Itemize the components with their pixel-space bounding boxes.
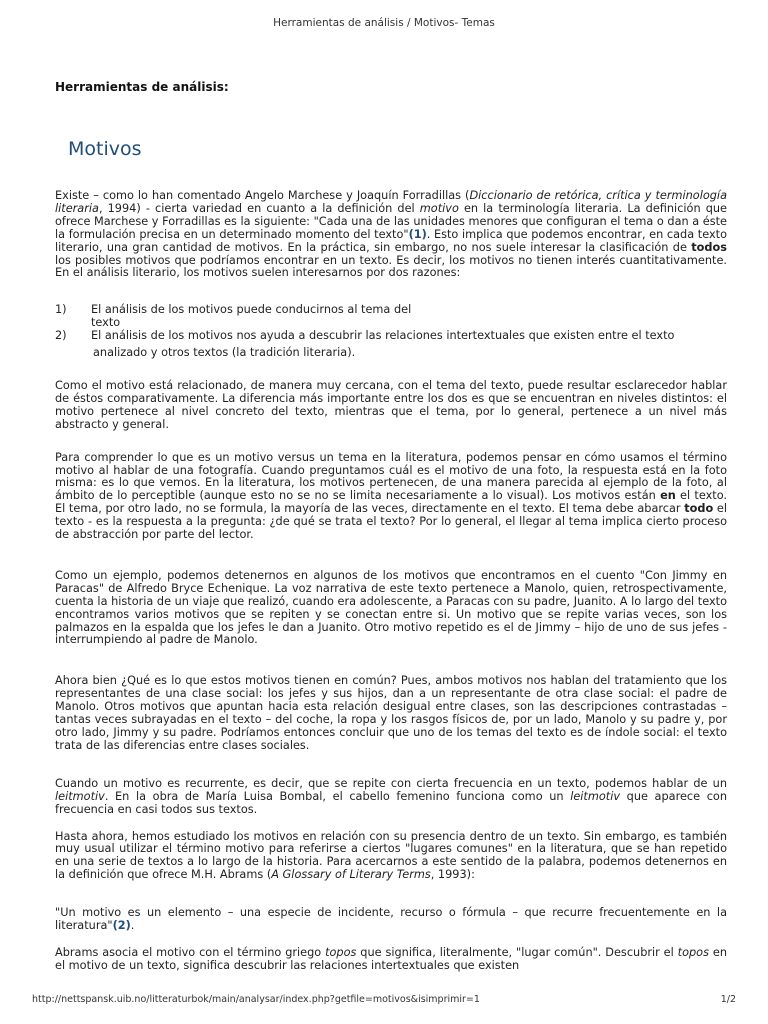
list-number: 2) (55, 329, 67, 343)
text-run: , 1993): (430, 868, 475, 882)
text-run: el texto. El tema, por otro lado, no se formula, la mayoría de las veces, directamente en el texto. El tema debe abarcar (55, 489, 727, 516)
paragraph-abrams-intro (55, 831, 727, 883)
list-item (55, 330, 727, 360)
page-title: Motivos (68, 138, 142, 160)
paragraph-jimmy-example: Como un ejemplo, podemos detenernos en algunos de los motivos que encontramos en el cuento "Con Jimmy en Paracas" de Alfredo Bryce Echenique. La voz narrativa de este texto pertenece a Manolo, quien, retrospectivamente, cuenta la historia de un viaje que realizó, cuando era adolescente, a Paracas con su padre, Juanito. A lo largo del texto encontramos varios motivos que se repiten y se conectan entre si. Un motivo que se repite varias veces, son los palmazos en la espalda que los jefes le dan a Juanito. Otro motivo repetido es el de Jimmy – hijo de uno de sus jefes -interrumpiendo al padre de Manolo. (55, 568, 727, 647)
text-run: que aparece con frecuencia en casi todos sus textos. (55, 789, 727, 816)
footnote-link-2[interactable]: (2) (112, 919, 131, 933)
print-footer (32, 994, 736, 1005)
paragraph-topos (55, 947, 727, 973)
print-header: Herramientas de análisis / Motivos- Temas (273, 17, 495, 29)
text-run: Cuando un motivo es recurrente, es decir, que se repite con cierta frecuencia en un texto, podemos hablar de un (55, 776, 727, 790)
paragraph-definition (55, 190, 727, 280)
emphasis-todos: todos (691, 240, 727, 254)
work-title: A Glossary of Literary Terms (271, 868, 431, 882)
text-run: en el motivo de un texto, significa descubrir las relaciones intertextuales que existen (55, 945, 727, 972)
work-title: Diccionario de retórica, crítica y terminología literaria (55, 189, 727, 215)
list-item (55, 304, 727, 330)
page-number: 1/2 (720, 994, 736, 1005)
list-text: El análisis de los motivos puede conducirnos al tema del (91, 303, 412, 317)
text-run: en la terminología literaria. La definición que ofrece Marchese y Forradillas es la siguiente: "Cada una de las unidades menores que configuran el tema o dan a éste la formulación precisa en un determinado momento del texto" (55, 201, 727, 241)
text-run: , 1994) - cierta variedad en cuanto a la definición del (98, 201, 420, 215)
list-text-continued: analizado y otros textos (la tradición literaria). (93, 346, 356, 360)
paragraph-comparison: Como el motivo está relacionado, de manera muy cercana, con el tema del texto, puede resultar esclarecedor hablar de éstos comparativamente. La diferencia más importante entre los dos es que se encuentran en niveles distintos: el motivo pertenece al nivel concreto del texto, mientras que el tema, por lo general, pertenece a un nivel más abstracto y general. (55, 378, 727, 431)
text-run: Abrams asocia el motivo con el término griego (55, 945, 326, 959)
source-url: http://nettspansk.uib.no/litteraturbok/main/analysar/index.php?getfile=motivos&isimprimir=1 (32, 994, 480, 1005)
document-body (55, 80, 727, 973)
paragraph-leitmotiv (55, 778, 727, 817)
text-run: . En la obra de María Luisa Bombal, el cabello femenino funciona como un (104, 789, 571, 803)
text-run: . Esto implica que podemos encontrar, en cada texto literario, una gran cantidad de motivos. En la práctica, sin embargo, no nos suele interesar la clasificación de (55, 227, 727, 254)
text-run: que significa, literalmente, "lugar común". Descubrir el (356, 945, 678, 959)
text-run: Existe – como lo han comentado Angelo Marchese y Joaquín Forradillas ( (55, 189, 470, 202)
list-number: 1) (55, 303, 67, 317)
footnote-link-1[interactable]: (1) (408, 227, 427, 241)
paragraph-photo-example (55, 452, 727, 542)
paragraph-abrams-quote (55, 907, 727, 933)
reasons-list (55, 304, 727, 360)
emphasis-todo: todo (684, 502, 714, 516)
section-kicker: Herramientas de análisis: (55, 80, 229, 94)
text-run: Para comprender lo que es un motivo versus un tema en la literatura, podemos pensar en cómo usamos el término motivo al hablar de una fotografía. Cuando preguntamos cuál es el motivo de una foto, la respuesta está en la foto misma: es lo que vemos. En la literatura, los motivos pertenecen, de una manera parecida al ejemplo de la foto, al ámbito de lo perceptible (aunque esto no se no se limita necesariamente a lo visual). Los motivos están (55, 450, 727, 503)
text-run: los posibles motivos que podríamos encontrar en un texto. Es decir, los motivos no tienen interés cuantitativamente. En el análisis literario, los motivos suelen interesarnos por dos razones: (55, 253, 727, 280)
text-run: . (130, 919, 135, 933)
term-topos: topos (677, 945, 709, 959)
text-run: Hasta ahora, hemos estudiado los motivos en relación con su presencia dentro de un texto. Sin embargo, es también muy usual utilizar el término motivo para referirse a ciertos "lugares comunes" en la literatura, que se han repetido en una serie de textos a lo largo de la historia. Para acercarnos a este sentido de la palabra, podemos detenernos en la definición que ofrece M.H. Abrams ( (55, 829, 727, 882)
text-run: "Un motivo es un elemento – una especie de incidente, recurso o fórmula – que recurre frecuentemente en la literatura" (55, 906, 727, 933)
term-topos: topos (325, 945, 357, 959)
term-leitmotiv: leitmotiv (570, 789, 621, 803)
term-motivo: motivo (419, 201, 459, 215)
term-leitmotiv: leitmotiv (55, 789, 105, 803)
list-text-continued: texto (91, 316, 121, 330)
paragraph-common-motifs: Ahora bien ¿Qué es lo que estos motivos tienen en común? Pues, ambos motivos nos hablan del tratamiento que los representantes de una clase social: los jefes y sus hijos, dan a un representante de otra clase social: el padre de Manolo. Otros motivos que apuntan hacia esta relación desigual entre clases, son las descripciones contrastadas – tantas veces subrayadas en el texto – del coche, la ropa y los rasgos físicos de, por un lado, Manolo y su padre y, por otro lado, Jimmy y su padre. Podríamos entonces concluir que uno de los temas del texto es de índole social: el texto trata de las diferencias entre clases sociales. (55, 674, 727, 752)
text-run: el texto - es la respuesta a la pregunta: ¿de qué se trata el texto? Por lo general, el llegar al tema implica cierto proceso de abstracción por parte del lector. (55, 502, 727, 542)
list-text: El análisis de los motivos nos ayuda a descubrir las relaciones intertextuales que existen entre el texto (91, 329, 675, 343)
emphasis-en: en (660, 489, 676, 503)
